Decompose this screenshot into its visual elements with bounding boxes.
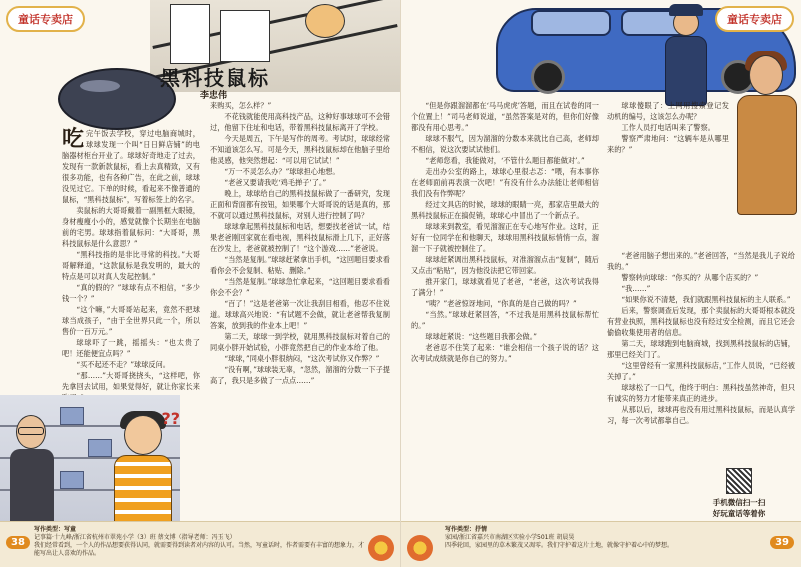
column-badge: 童话专卖店	[715, 6, 794, 32]
paragraph: 今天是周五，下午是写作的周考。考试时，球球经常不知道该怎么写。可是今天，黑科技鼠标却在他脑子里给他灵感，他突然想起：“可以用它试试！”	[210, 134, 390, 165]
paragraph: 球球赶紧说：“这些题目我都会做。”	[425, 332, 537, 341]
footer-line: 家园/浙江省嘉兴市南湖区实验小学501班 胡晨昊	[445, 534, 575, 541]
kid-head	[124, 415, 162, 455]
paragraph: 球球赶紧调出黑科技鼠标，对准溜溜点击“复制”，随后又点击“粘贴”，因为他没法把它带回家。	[411, 255, 599, 275]
paragraph: 警察转向球球：“你买的？从哪个店买的？”	[621, 273, 759, 282]
writing-type-label: 写作类型：抒情	[445, 526, 488, 533]
glasses-icon	[18, 427, 44, 435]
left-page	[0, 0, 400, 567]
boy-in-window	[305, 4, 345, 38]
qr-line: 手机微信扫一扫	[712, 498, 766, 507]
paragraph: 来购买，怎么样？”	[210, 101, 272, 110]
paragraph: “黑科技指的是非比寻常的科技。”大哥哥解释道，“这款鼠标是我发明的，最大的特点是可以对真人发起控制。”	[62, 250, 200, 281]
footer-line: 记事篇·十九峰/浙江省杭州市翠苑小学（3）班 蔡文博（指导老师：冯玉飞）	[34, 534, 236, 541]
qr-code-icon[interactable]	[726, 468, 752, 494]
text-column-2b	[607, 250, 795, 466]
clerk-body	[10, 449, 54, 525]
paragraph: “当然是复制。”球球急忙拿起来，“这回题目要求看看你会不会？”	[210, 277, 390, 297]
flower-icon	[407, 535, 433, 561]
paragraph: 后来，警察调查后发现，那个卖鼠标的大哥哥根本就没有营业执照，黑科技鼠标也没有经过安全检测，而且它还会偷偷收集使用者的信息。	[607, 306, 795, 337]
text-column-2	[210, 100, 390, 520]
paragraph: “老师您看，我能做对，‘不管什么题目都能做对’。”	[425, 156, 585, 165]
paragraph: “我……”	[621, 284, 651, 293]
paragraph: 卖鼠标的大哥哥戴着一副黑框大眼镜，身材瘦瘦小小的，感觉就像个长期坐在电脑前的宅男。球球指着鼠标问：“大哥哥，黑科技鼠标是什么意思？”	[62, 206, 200, 248]
drop-cap: 吃	[62, 126, 85, 152]
paragraph: “咦？”老爸惊讶地问，“你真的是自己做的吗？”	[425, 299, 577, 308]
paragraph: “那……”大哥哥挠挠头，“这样吧，你先拿回去试用，如果觉得好，就让你家长来	[62, 371, 200, 391]
paragraph: “当然。”球球赶紧回答，“不过我是用黑科技鼠标帮忙的。”	[411, 310, 599, 330]
column-badge: 童话专卖店	[6, 6, 85, 32]
mouse-icon	[58, 68, 176, 130]
writing-type-label: 写作类型：写童	[34, 526, 77, 533]
paragraph: “老爸用脑子想出来的。”老爸回答，“当然是我儿子说给我的。”	[607, 251, 795, 271]
paragraph: “但是你跟溜溜都在‘马马虎虎’答题，而且在试卷的同一个位置上！”司马老师说道，“虽然答案是对的，但你们好像都没有用心思考。”	[411, 101, 599, 132]
paragraph: 球球傻眼了：上网用搜索登记发动机的编号，这该怎么办呢？	[607, 101, 729, 121]
paragraph: 球球来到教室，看见溜溜正在专心地写作业。这时，正好有一位同学在和他聊天，球球用黑科技鼠标悄悄一点，溜溜一下子就被控制住了。	[411, 222, 599, 253]
paragraph: “百了！”这是老爸第一次让我刮目相看，他忍不住说道。球球高兴地说：“有试题不会做，就让老爸帮我复制答案，放到我的作业本上吧！”	[210, 299, 390, 330]
paragraph: “万一不灵怎么办？”球球担心地想。	[224, 167, 340, 176]
paragraph: 球球吓了一跳，摇摇头：“也太贵了吧！还能便宜点吗？”	[62, 338, 200, 358]
paragraph: 走出办公室的路上，球球心里很忐忑：“喂，有本事你在老师面前再表演一次吧！”有没有什么办法能让老师相信我们没有作弊呢？	[411, 167, 599, 198]
page-footer	[401, 521, 801, 567]
police-figure	[663, 10, 709, 110]
product-box	[60, 407, 84, 425]
footer-line: 四季轮回，家园里的草木繁茂又凋零。我们守护着这片土地，就像守护着心中的梦想。	[445, 542, 674, 549]
product-box	[88, 439, 112, 457]
police-body	[665, 36, 707, 106]
paragraph: “这里曾经有一家黑科技鼠标店，”工作人员说，“已经被关掉了。”	[607, 361, 795, 381]
article-author: 李忠伟	[200, 91, 228, 101]
product-box	[60, 471, 84, 489]
paragraph: “真的假的？”球球有点不相信，“多少钱一个？”	[62, 283, 200, 303]
building	[220, 10, 270, 62]
right-page	[400, 0, 800, 567]
paragraph: “老爸又要请我吃‘鸡毛掸子’了。”	[224, 178, 327, 187]
paragraph: 吃完午饭去学校，穿过电脑商城时，球球发现一个叫“日日鲜店铺”的电脑器材柜台开业了。球球好奇地走了过去，发现有一款新款鼠标，看上去真精致，又有很多功能，也有各种广告，在此之前，球球没见过它。下单的时候，看起来不像普通的鼠标，“黑科技鼠标”，写着标签上的名字。	[62, 126, 200, 204]
qr-line: 好玩童话等着你	[712, 509, 766, 518]
wheel-icon	[531, 60, 565, 94]
page-number: 38	[6, 536, 30, 549]
page-number: 39	[770, 536, 794, 549]
paragraph: “没有啊，”球球装无辜，“忽然，溜溜的分数一下子提高了，我只是多做了一点点……”	[210, 365, 390, 385]
paragraph: 老爸忍不住笑了起来：“谁会相信一个孩子说的话？这次考试成绩就是你自己的努力。”	[411, 343, 599, 363]
paragraph: 警察严肃地问：“这辆车是从哪里来的？”	[607, 134, 729, 154]
clerk-figure	[10, 415, 54, 525]
paragraph: 从那以后，球球再也没有用过黑科技鼠标，而是认真学习，每一次考试都靠自己。	[607, 405, 795, 425]
man-head	[749, 55, 783, 95]
text-column-1	[62, 128, 200, 392]
paragraph: 球球不服气，因为溜溜的分数本来就比自己高，老师却不相信，说这次要试试他们。	[411, 134, 599, 154]
text-column-2a	[607, 100, 729, 250]
paragraph: 晚上，球球给自己的黑科技鼠标做了一番研究，发现正面和背面都有按钮，如果哪个大哥哥说的话是真的，那不就可以通过黑科技鼠标，对别人进行控制了吗？	[210, 189, 390, 220]
paragraph: “如果你说不清楚，我们就跟黑科技鼠标的主人联系。”	[621, 295, 791, 304]
paragraph: 球球拿起黑科技鼠标和电话，想要找老爸试一试，结果老爸刚回家就在看电视，黑科技鼠标滑上几下，正好落在沙发上，老爸就被控制了！“这个游戏……”老爸说。	[210, 222, 390, 253]
footer-line: 我们经常看到，一个人的作品想要获得认同，就需要得到读者对内容的认可。当然，写童话时，作者需要有丰富的想象力，才能写出让人喜欢的作品。	[34, 542, 365, 557]
paragraph: 经过文具店的时候，球球的眼睛一亮，那家店里最大的黑科技鼠标正在搞促销，球球心中冒出了一个新点子。	[411, 200, 599, 220]
paragraph: 不花钱就能使用高科技产品，这种好事球球可不会错过，他留下住址和电话，带着黑科技鼠标离开了学校。	[210, 112, 390, 132]
paragraph: 工作人员打电话叫来了警察。	[621, 123, 715, 132]
paragraph: 球球松了一口气，他终于明白：黑科技虽然神奇，但只有诚实的努力才能带来真正的进步。	[607, 383, 795, 403]
car-window	[531, 10, 611, 36]
man-figure	[731, 55, 801, 215]
paragraph: “买不起还不走？”球球反问。	[76, 360, 170, 369]
paragraph: 第二天，球球跑到电脑商城，找到黑科技鼠标的店铺，那里已经关门了。	[607, 339, 795, 359]
kid-figure	[110, 409, 180, 535]
paragraph: “这个嘛，”大哥哥站起来，竟然不把球球当成孩子，“由于全世界只此一个，所以售价一百万元。”	[62, 305, 200, 336]
mouse-shine	[80, 80, 120, 92]
paragraph: 推开家门，球球就看见了老爸，“老爸，这次考试我得了满分！”	[411, 277, 599, 297]
page-footer	[0, 521, 400, 567]
text-column-1	[411, 100, 599, 518]
article-title: 黑科技鼠标	[160, 66, 270, 90]
paragraph: “球球，”同桌小胖很纳闷，“这次考试你又作弊？”	[224, 354, 380, 363]
building	[170, 4, 210, 64]
paragraph: 第二天，球球一到学校，就用黑科技鼠标对着自己的同桌小胖开始试验，小胖竟然把自己的作业本给了他。	[210, 332, 390, 352]
paragraph: “当然是复制。”球球赶紧拿出手机，“这回题目要求看看你会不会复制、粘贴、删除。”	[210, 255, 390, 275]
police-cap-icon	[669, 4, 703, 16]
qr-promo[interactable]	[683, 468, 795, 518]
question-mark-icon: ??	[161, 409, 180, 428]
man-body	[737, 95, 797, 215]
flower-icon	[368, 535, 394, 561]
store-illustration	[0, 395, 180, 535]
